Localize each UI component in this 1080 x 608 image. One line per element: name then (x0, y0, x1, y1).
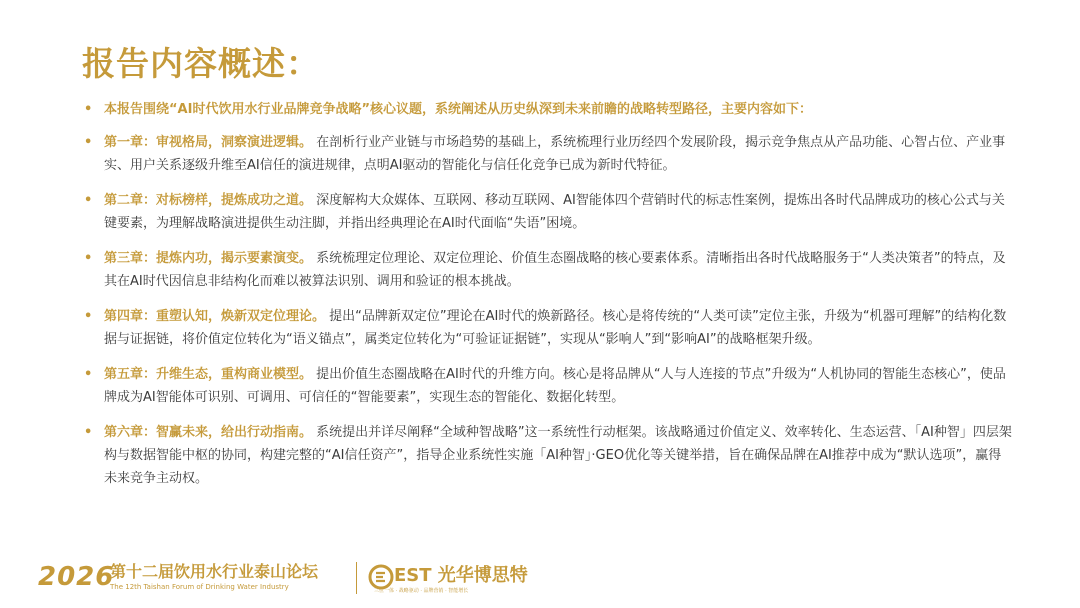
company-logo-text: EST 光华博思特 (394, 565, 528, 586)
chapter-body: 提出价值生态圈战略在AI时代的升维方向。核心是将品牌从“人与人连接的节点”升级为“人机协同的智能生态核心”，使品牌成为AI智能体可识别、可调用、可信任的“智能要素”，实现生态的智能化、数据化转型。 (104, 367, 1006, 405)
footer-divider (356, 562, 357, 594)
chapter-heading: 第四章：重塑认知，焕新双定位理论。 (104, 309, 326, 324)
chapter-body: 系统梳理定位理论、双定位理论、价值生态圈战略的核心要素体系。清晰指出各时代战略服务于“人类决策者”的特点，及其在AI时代因信息非结构化而难以被算法识别、调用和验证的根本挑战。 (104, 251, 1006, 289)
footer (38, 560, 558, 596)
company-tagline: 三位一体 · 战略驱动 · 品牌营销 · 智能增长 (374, 588, 469, 594)
forum-title-cn: 第十二届饮用水行业泰山论坛 (110, 562, 319, 581)
bullet-icon: • (84, 193, 93, 208)
intro-paragraph (82, 98, 1012, 121)
chapter-heading: 第二章：对标榜样，提炼成功之道。 (104, 193, 313, 208)
chapter-item-3 (82, 247, 1012, 293)
forum-title-en: The 12th Taishan Forum of Drinking Water Industry (110, 583, 289, 591)
chapter-heading: 第六章：智赢未来，给出行动指南。 (104, 425, 313, 440)
chapter-item-2 (82, 189, 1012, 235)
page-title: 报告内容概述： (82, 44, 320, 83)
bullet-icon: • (84, 251, 93, 266)
chapter-heading: 第三章：提炼内功，揭示要素演变。 (104, 251, 313, 266)
content-list (82, 98, 1012, 502)
chapter-item-1 (82, 131, 1012, 177)
intro-text: 本报告围绕“AI时代饮用水行业品牌竞争战略”核心议题，系统阐述从历史纵深到未来前瞻的战略转型路径，主要内容如下： (104, 102, 812, 117)
bullet-icon: • (84, 367, 93, 382)
chapter-item-4 (82, 305, 1012, 351)
bullet-icon: • (84, 135, 93, 150)
forum-year: 2026 (38, 562, 115, 592)
chapter-body: 提出“品牌新双定位”理论在AI时代的焕新路径。核心是将传统的“人类可读”定位主张，升级为“机器可理解”的结构化数据与证据链，将价值定位转化为“语义锚点”，属类定位转化为“可验证证据链”，实现从“影响人”到“影响AI”的战略框架升级。 (104, 309, 1007, 347)
chapter-body: 在剖析行业产业链与市场趋势的基础上，系统梳理行业历经四个发展阶段，揭示竞争焦点从产品功能、心智占位、产业事实、用户关系逐级升维至AI信任的演进规律，点明AI驱动的智能化与信任化竞争已成为新时代特征。 (104, 135, 1006, 173)
chapter-body: 深度解构大众媒体、互联网、移动互联网、AI智能体四个营销时代的标志性案例，提炼出各时代品牌成功的核心公式与关键要素，为理解战略演进提供生动注脚，并指出经典理论在AI时代面临“失语”困境。 (104, 193, 1005, 231)
chapter-heading: 第一章：审视格局，洞察演进逻辑。 (104, 135, 313, 150)
bullet-icon: • (84, 309, 93, 324)
chapter-body: 系统提出并详尽阐释“全域种智战略”这一系统性行动框架。该战略通过价值定义、效率转化、生态运营、「AI种智」四层架构与数据智能中枢的协同，构建完整的“AI信任资产”，指导企业系统性实施「AI种智」·GEO优化等关键举措，旨在确保品牌在AI推荐中成为“默认选项”，赢得未来竞争主动权。 (104, 425, 1012, 486)
bullet-icon: • (84, 425, 93, 440)
chapter-heading: 第五章：升维生态，重构商业模型。 (104, 367, 313, 382)
bullet-icon: • (84, 102, 93, 117)
company-logo-icon (368, 564, 394, 590)
chapter-item-6 (82, 421, 1012, 490)
chapter-item-5 (82, 363, 1012, 409)
